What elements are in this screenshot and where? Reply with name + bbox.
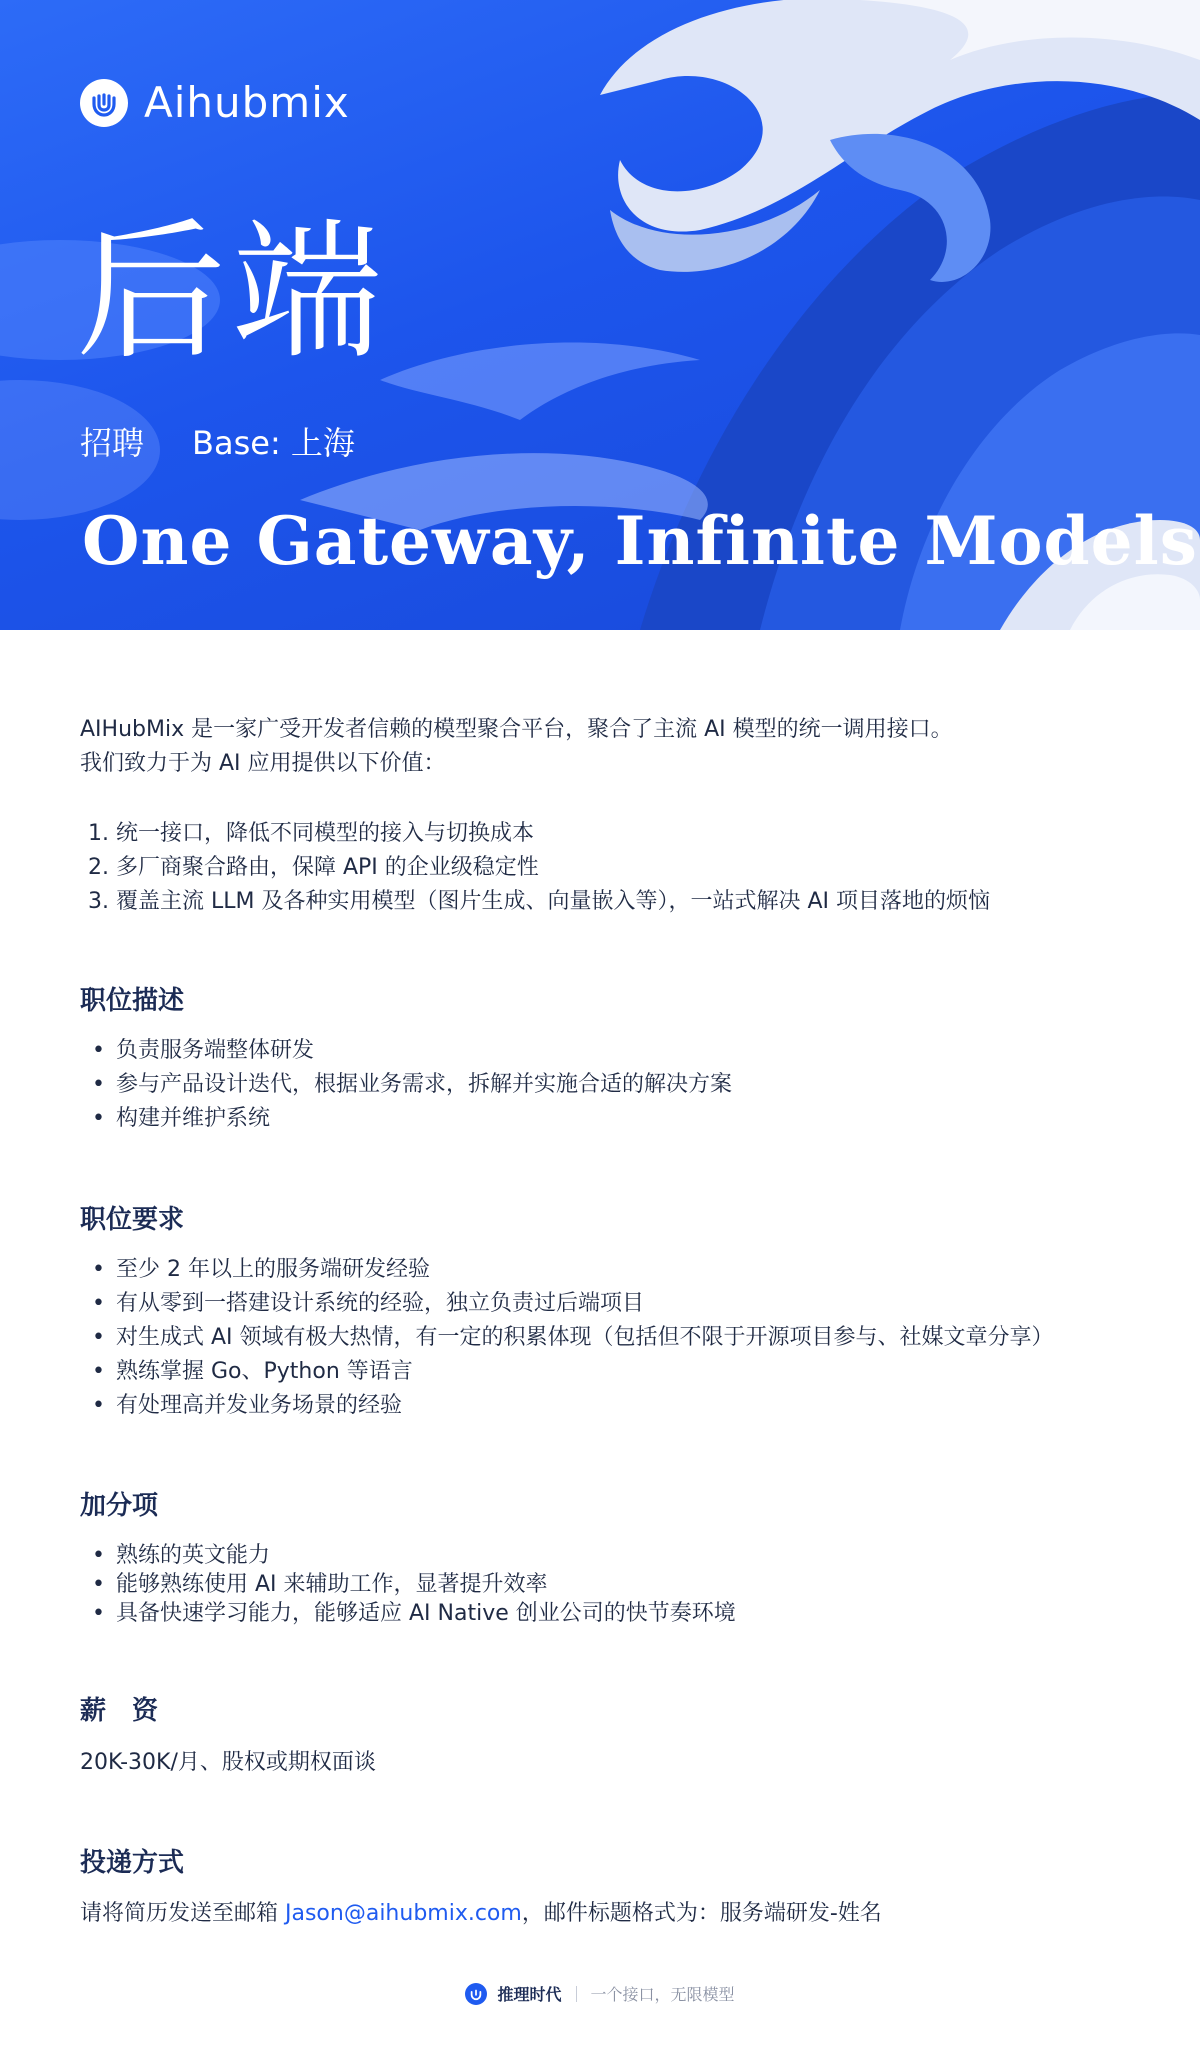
intro-line-1: AIHubMix 是一家广受开发者信赖的模型聚合平台，聚合了主流 AI 模型的统一调用接口。 — [80, 717, 953, 742]
footer-brand: 推理时代 — [497, 1985, 562, 2004]
list-item: • 有从零到一搭建设计系统的经验，独立负责过后端项目 — [92, 1291, 645, 1316]
intro-line-2: 我们致力于为 AI 应用提供以下价值： — [80, 751, 446, 776]
list-item: • 至少 2 年以上的服务端研发经验 — [92, 1257, 430, 1282]
hero-subtitle — [80, 418, 355, 464]
section-heading-salary: 薪 资 — [80, 1696, 159, 1726]
salary-text: 20K-30K/月、股权或期权面谈 — [80, 1750, 376, 1775]
footer — [0, 1982, 1200, 2005]
list-item: • 熟练的英文能力 — [92, 1543, 271, 1568]
list-item: • 负责服务端整体研发 — [92, 1038, 315, 1063]
list-item: • 熟练掌握 Go、Python 等语言 — [92, 1359, 413, 1384]
base-location: Base: 上海 — [192, 424, 355, 462]
brand-logo — [80, 78, 350, 127]
value-item: 3. 覆盖主流 LLM 及各种实用模型（图片生成、向量嵌入等），一站式解决 AI 项目落地的烦恼 — [88, 889, 990, 914]
list-item: • 有处理高并发业务场景的经验 — [92, 1393, 403, 1418]
section-heading-apply: 投递方式 — [80, 1848, 185, 1878]
section-heading-requirements: 职位要求 — [80, 1205, 185, 1235]
footer-logo-icon — [465, 1983, 487, 2005]
logo-text: Aihubmix — [144, 78, 350, 127]
value-item: 1. 统一接口，降低不同模型的接入与切换成本 — [88, 821, 534, 846]
footer-slogan: 一个接口，无限模型 — [590, 1985, 735, 2004]
list-item: • 具备快速学习能力，能够适应 AI Native 创业公司的快节奏环境 — [92, 1601, 736, 1626]
footer-divider — [576, 1986, 577, 2002]
value-item: 2. 多厂商聚合路由，保障 API 的企业级稳定性 — [88, 855, 539, 880]
section-heading-bonus: 加分项 — [80, 1491, 159, 1521]
apply-text: 请将简历发送至邮箱 Jason@aihubmix.com，邮件标题格式为：服务端研发-姓名 — [80, 1901, 882, 1926]
list-item: • 能够熟练使用 AI 来辅助工作，显著提升效率 — [92, 1572, 548, 1597]
tagline: One Gateway, Infinite Models — [82, 502, 1198, 580]
recruit-label: 招聘 — [80, 424, 145, 462]
list-item: • 参与产品设计迭代，根据业务需求，拆解并实施合适的解决方案 — [92, 1072, 733, 1097]
list-item: • 构建并维护系统 — [92, 1106, 271, 1131]
email-link[interactable]: Jason@aihubmix.com — [285, 1901, 522, 1926]
aihubmix-logo-icon — [80, 79, 128, 127]
hero-banner — [0, 0, 1200, 630]
list-item: • 对生成式 AI 领域有极大热情，有一定的积累体现（包括但不限于开源项目参与、社媒文章分享） — [92, 1325, 1054, 1350]
page-title: 后端 — [76, 206, 389, 380]
section-heading-description: 职位描述 — [80, 986, 185, 1016]
